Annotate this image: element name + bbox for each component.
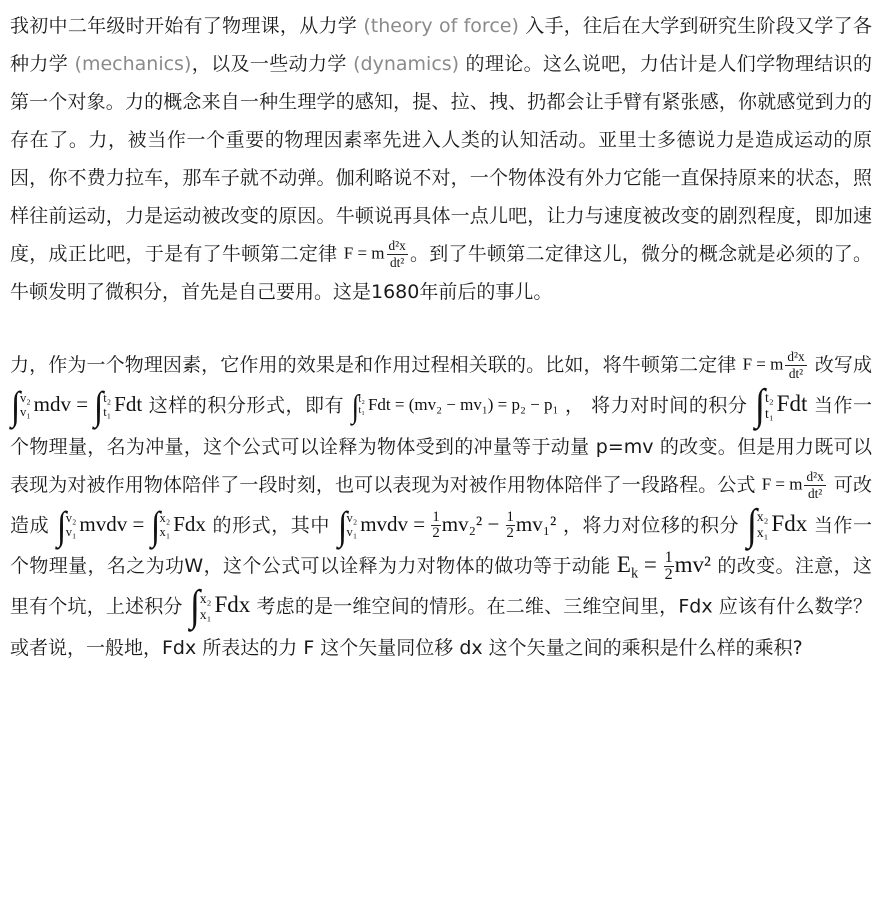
text: ，以及一些动力学 bbox=[191, 53, 347, 75]
text: 力，作为一个物理因素，它作用的效果是和作用过程相关联的。比如，将牛顿第二定律 bbox=[10, 354, 737, 376]
formula-impulse-integral: ∫ v₂ v₁ mdv = ∫ t₂ t₁ Fdt bbox=[10, 382, 143, 428]
text: 我初中二年级时开始有了物理课，从力学 bbox=[10, 15, 358, 37]
english-term: (theory of force) bbox=[357, 15, 526, 37]
text: ，将力对位移的积分 bbox=[556, 514, 746, 537]
english-term: (mechanics) bbox=[68, 53, 192, 75]
formula-displacement-integral: ∫ x₂ x₁ Fdx bbox=[189, 582, 251, 631]
formula-time-integral: ∫ t₂ t₁ Fdt bbox=[754, 381, 808, 429]
paragraph-2 bbox=[10, 346, 872, 667]
paragraph-1 bbox=[10, 7, 872, 311]
formula-newton-second-law: F = m $\frac{\text{d²x}}{\text{dt²}}$ bbox=[343, 238, 406, 270]
text: 当作一个物理量，名之为功W，这个公式可以诠释为力对物体的做功等于动能 bbox=[10, 514, 872, 578]
formula-momentum-change: ∫ t₂ t₁ Fdt = (mv₂ − mv₁) = p₂ − p₁ bbox=[351, 387, 559, 424]
english-term: (dynamics) bbox=[346, 53, 466, 75]
text: 的形式，其中 bbox=[205, 514, 337, 537]
formula-kinetic-energy-difference: ∫ v₂ v₁ mvdv = $\frac{1}{2}$ mv₂² − $\frac{1}{2}$ mv₁² bbox=[337, 502, 557, 548]
paragraph-spacer bbox=[10, 311, 872, 346]
text: 。到了牛顿第二定律这儿，微分的概念就是必须的了。牛顿发明了微积分，首先是自己要用。这是1680年前后的事儿。 bbox=[10, 243, 872, 303]
text: 将力对时间的积分 bbox=[591, 394, 755, 417]
text: 考虑的是一维空间的情形。在二维、三维空间里，Fdx 应该有什么数学？或者说，一般地，Fdx 所表达的力 F 这个矢量同位移 dx 这个矢量之间的乘积是什么样的乘积? bbox=[10, 595, 872, 660]
text: 的改变。注意，这里有个坑，上述积分 bbox=[10, 555, 872, 618]
text: 入手，往后在大学到研究生阶段又学了各种力学 bbox=[10, 15, 872, 75]
formula-displacement-integral: ∫ x₂ x₁ Fdx bbox=[746, 500, 808, 549]
formula-work-integral: ∫ v₂ v₁ mvdv = ∫ x₂ x₁ Fdx bbox=[56, 502, 206, 548]
formula-newton-second-law: F = m $\frac{\text{d²x}}{\text{dt²}}$ bbox=[761, 468, 824, 501]
text: 的理论。这么说吧，力估计是人们学物理结识的第一个对象。力的概念来自一种生理学的感知，提、拉、拽、扔都会让手臂有紧张感，你就感觉到力的存在了。力，被当作一个重要的物理因素率先进入人类的认知活动。亚里士多德说力是造成运动的原因，你不费力拉车，那车子就不动弹。伽利略说不对，一个物体没有外力它能一直保持原来的状态，照样往前运动，力是运动被改变的原因。牛顿说再具体一点儿吧，让力与速度被改变的剧烈程度，即加速度，成正比吧，于是有了牛顿第二定律 bbox=[10, 53, 872, 265]
text: 这样的积分形式，即有 bbox=[142, 394, 351, 417]
formula-newton-second-law: F = m $\frac{\text{d²x}}{\text{dt²}}$ bbox=[742, 349, 805, 381]
formula-kinetic-energy: $E_k$ = $\frac{1}{2}$ mv² bbox=[616, 549, 711, 584]
text: ， bbox=[558, 394, 585, 417]
text: 当作一个物理量，名为冲量，这个公式可以诠释为物体受到的冲量等于动量 p=mv 的改变。但是用力既可以表现为对被作用物体陪伴了一段时刻，也可以表现为对被作用物体陪伴了一段路程。公式 bbox=[10, 394, 872, 496]
text: 可改造成 bbox=[10, 473, 872, 537]
text: 改写成 bbox=[808, 354, 872, 376]
